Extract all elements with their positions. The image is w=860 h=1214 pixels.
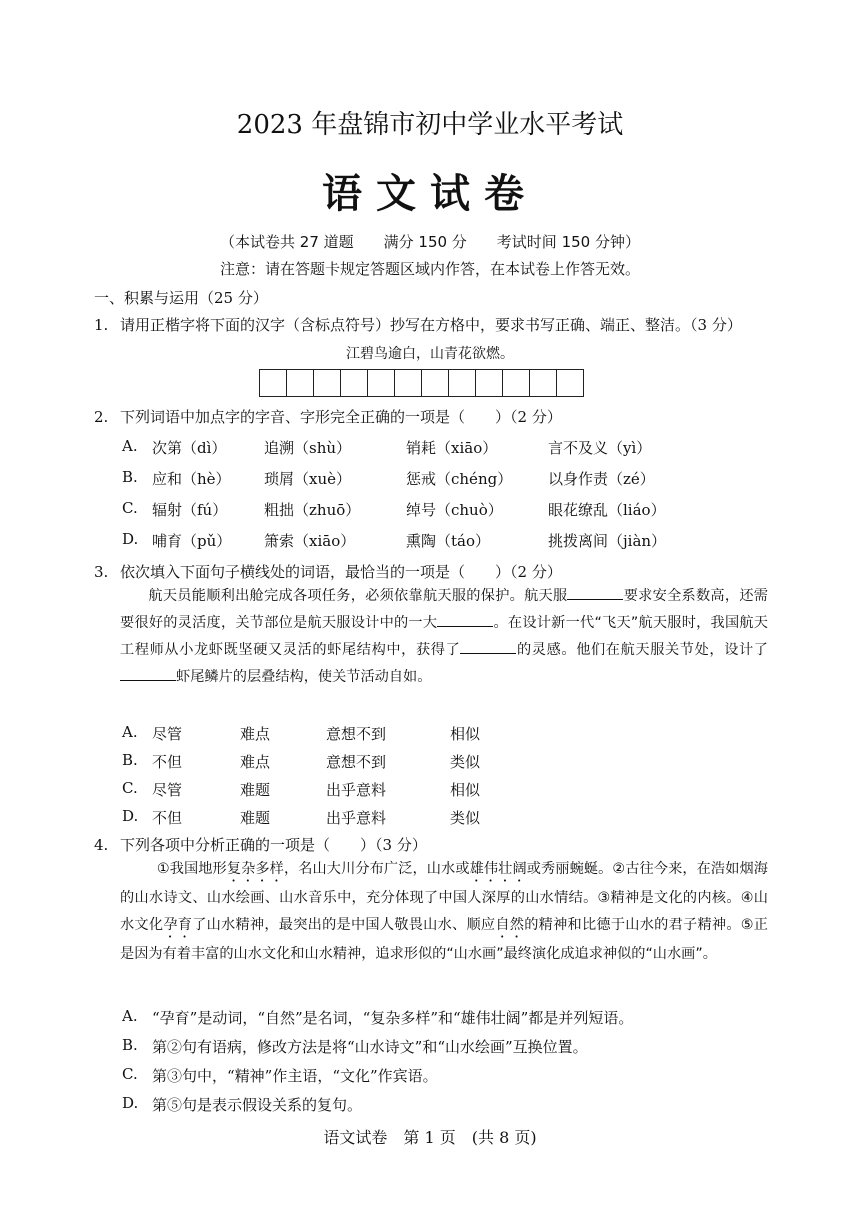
passage-text: ，名山大川分布广泛，山水或 bbox=[283, 861, 470, 877]
grid-cell bbox=[475, 369, 503, 397]
option-letter: B. bbox=[122, 1036, 138, 1054]
option-text: 销耗（xiāo） bbox=[406, 439, 498, 457]
question-text: 下列词语中加点字的字音、字形完全正确的一项是（ ）（2 分） bbox=[120, 408, 562, 426]
passage-text: 要求安全系数高，还需要很好的灵活度，关节部位是航天服设计中的一大 bbox=[120, 588, 768, 631]
grid-cell bbox=[313, 369, 341, 397]
option-text: 难题 bbox=[240, 809, 271, 827]
question-text: 下列各项中分析正确的一项是（ ）（3 分） bbox=[120, 836, 427, 854]
option-letter: A. bbox=[122, 723, 138, 741]
passage-text: 航天员能顺利出舱完成各项任务，必须依靠航天服的保护。航天服 bbox=[148, 588, 568, 604]
option-letter: B. bbox=[122, 468, 138, 486]
option-letter: A. bbox=[122, 437, 138, 455]
passage-text: 或秀丽蜿蜒。②古往今来，在浩如烟海的山水诗文、山水绘画、山水音乐中，充分体现了中国人深厚的山水情结。③精神是文化的内核。④山水文化 bbox=[120, 861, 768, 933]
passage-text: ①我国地形 bbox=[156, 861, 227, 877]
option-text: 惩戒（chéng） bbox=[406, 470, 513, 488]
grid-cell bbox=[448, 369, 476, 397]
poem-line: 江碧鸟逾白，山青花欲燃。 bbox=[346, 346, 514, 362]
option-text: 不但 bbox=[152, 753, 183, 771]
grid-cell bbox=[421, 369, 449, 397]
option-text: 挑拨离间（jiàn） bbox=[548, 532, 667, 550]
passage-text: 虾尾鳞片的层叠结构，使关节活动自如。 bbox=[176, 669, 432, 685]
option-text: 箫索（xiāo） bbox=[264, 532, 356, 550]
option-text: 类似 bbox=[450, 753, 481, 771]
question-number: 3. bbox=[94, 563, 109, 581]
option-letter: B. bbox=[122, 751, 138, 769]
question-number: 2. bbox=[94, 408, 109, 426]
grid-cell bbox=[340, 369, 368, 397]
option-letter: D. bbox=[122, 1094, 139, 1112]
question-1 bbox=[94, 314, 742, 335]
question-3-passage bbox=[120, 583, 768, 691]
fill-blank bbox=[460, 639, 516, 654]
question-number: 4. bbox=[94, 836, 109, 854]
option-text: 辐射（fú） bbox=[152, 501, 228, 519]
passage-text: 的灵感。他们在航天服关节处，设计了 bbox=[516, 642, 768, 658]
grid-cell bbox=[367, 369, 395, 397]
option-text: 不但 bbox=[152, 809, 183, 827]
option-text: “孕育”是动词，“自然”是名词，“复杂多样”和“雄伟壮阔”都是并列短语。 bbox=[152, 1009, 634, 1027]
dotted-term: 孕育 bbox=[163, 917, 193, 933]
option-text: 熏陶（táo） bbox=[406, 532, 491, 550]
option-text: 难点 bbox=[240, 753, 271, 771]
passage-text: 了山水精神，最突出的是中国人敬畏山水、顺应 bbox=[192, 917, 496, 933]
option-letter: C. bbox=[122, 779, 138, 797]
fill-blank bbox=[120, 666, 176, 681]
option-letter: D. bbox=[122, 807, 139, 825]
question-2 bbox=[94, 406, 562, 427]
option-text: 次第（dì） bbox=[152, 439, 227, 457]
option-text: 意想不到 bbox=[326, 725, 387, 743]
question-4 bbox=[94, 834, 427, 855]
section-title: 一、积累与运用（25 分） bbox=[94, 289, 268, 307]
option-text: 相似 bbox=[450, 781, 481, 799]
subject-title: 语文试卷 bbox=[322, 170, 538, 217]
question-text: 请用正楷字将下面的汉字（含标点符号）抄写在方格中，要求书写正确、端正、整洁。（3 分） bbox=[120, 316, 742, 334]
option-text: 意想不到 bbox=[326, 753, 387, 771]
option-text: 难题 bbox=[240, 781, 271, 799]
option-text: 琐屑（xuè） bbox=[264, 470, 351, 488]
option-text: 哺育（pǔ） bbox=[152, 532, 232, 550]
exam-title: 2023 年盘锦市初中学业水平考试 bbox=[236, 110, 624, 140]
option-text: 相似 bbox=[450, 725, 481, 743]
exam-notice: 注意：请在答题卡规定答题区域内作答，在本试卷上作答无效。 bbox=[219, 260, 640, 278]
fill-blank bbox=[437, 612, 493, 627]
grid-cell bbox=[502, 369, 530, 397]
option-text: 应和（hè） bbox=[152, 470, 231, 488]
option-text: 尽管 bbox=[152, 725, 183, 743]
question-3 bbox=[94, 561, 562, 582]
option-text: 言不及义（yì） bbox=[548, 439, 652, 457]
option-letter: A. bbox=[122, 1007, 138, 1025]
dotted-term: 复杂多样 bbox=[226, 861, 284, 877]
option-letter: C. bbox=[122, 499, 138, 517]
question-text: 依次填入下面句子横线处的词语，最恰当的一项是（ ）（2 分） bbox=[120, 563, 562, 581]
option-text: 追溯（shù） bbox=[264, 439, 352, 457]
passage-text: 的精神和比德于山水的君子精神。⑤正是因为有着丰富的山水文化和山水精神，追求形似的“山水画”最终演化成追求神似的“山水画”。 bbox=[120, 917, 768, 962]
grid-cell bbox=[394, 369, 422, 397]
option-text: 难点 bbox=[240, 725, 271, 743]
option-text: 第②句有语病，修改方法是将“山水诗文”和“山水绘画”互换位置。 bbox=[152, 1038, 588, 1056]
option-letter: C. bbox=[122, 1065, 138, 1083]
grid-cell bbox=[556, 369, 584, 397]
option-text: 类似 bbox=[450, 809, 481, 827]
writing-grid bbox=[260, 369, 584, 397]
option-text: 绰号（chuò） bbox=[406, 501, 503, 519]
dotted-term: 自然 bbox=[495, 917, 525, 933]
option-text: 粗拙（zhuō） bbox=[264, 501, 361, 519]
grid-cell bbox=[286, 369, 314, 397]
option-letter: D. bbox=[122, 530, 139, 548]
option-text: 出乎意料 bbox=[326, 781, 387, 799]
question-number: 1. bbox=[94, 316, 109, 334]
option-text: 出乎意料 bbox=[326, 809, 387, 827]
option-text: 第⑤句是表示假设关系的复句。 bbox=[152, 1096, 363, 1114]
page-footer: 语文试卷 第 1 页 (共 8 页) bbox=[323, 1128, 537, 1147]
grid-cell bbox=[259, 369, 287, 397]
exam-info: （本试卷共 27 道题 满分 150 分 考试时间 150 分钟） bbox=[220, 233, 640, 251]
option-text: 尽管 bbox=[152, 781, 183, 799]
passage-text: 。在设计新一代“飞天”航天服时，我国航天工程师从小龙虾既坚硬又灵活的虾尾结构中，获得了 bbox=[120, 615, 769, 658]
question-4-passage bbox=[120, 856, 768, 968]
grid-cell bbox=[529, 369, 557, 397]
option-text: 第③句中，“精神”作主语，“文化”作宾语。 bbox=[152, 1067, 438, 1085]
option-text: 以身作责（zé） bbox=[548, 470, 655, 488]
dotted-term: 雄伟壮阔 bbox=[469, 861, 527, 877]
option-text: 眼花缭乱（liáo） bbox=[548, 501, 666, 519]
fill-blank bbox=[567, 585, 623, 600]
